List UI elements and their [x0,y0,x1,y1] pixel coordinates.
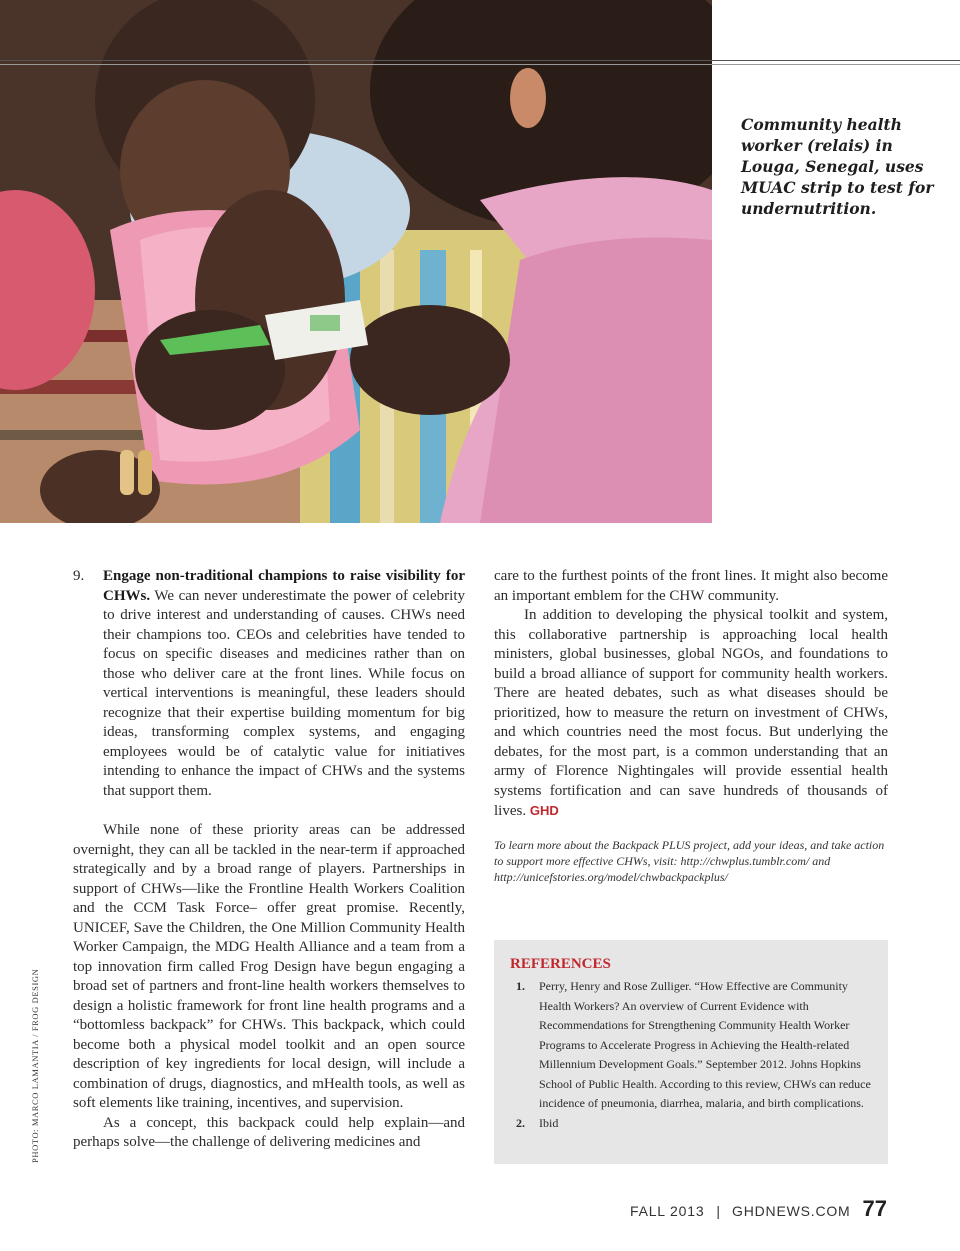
references-title: REFERENCES [510,956,611,972]
photo-credit: PHOTO: MARCO LAMANTIA / FROG DESIGN [30,968,40,1163]
reference-number: 1. [516,979,525,993]
reference-text: Ibid [539,1115,559,1130]
ghd-end-mark: GHD [529,803,559,818]
references-box [494,940,888,1164]
body-paragraph-3: care to the furthest points of the front lines. It might also become an important emblem for the CHW community. [494,568,888,604]
photo-illustration [0,0,712,523]
list-item-heading: Engage non-traditional champions to raise visibility for CHWs. [103,568,465,604]
list-item-9 [73,567,465,801]
page-footer [630,1196,887,1222]
reference-item [510,977,872,1114]
footer-separator: | [716,1203,721,1219]
right-column [494,567,888,822]
header-rule-secondary [0,64,960,65]
body-paragraph-4 [494,606,888,822]
reference-text: Perry, Henry and Rose Zulliger. “How Effective are Community Health Workers? An overview of Current Evidence with Recommendations for Strengthening Community Health Worker Programs to Accelerate Progress in Achieving the Health-related Millennium Development Goals.” September 2012. Johns Hopkins School of Public Health. According to this review, CHWs can reduce incidence of pneumonia, diarrhea, malaria, and birth complications. [539,979,871,1110]
reference-number: 2. [516,1115,525,1130]
header-rule [0,60,960,61]
page-number: 77 [862,1196,887,1221]
body-paragraph-2: As a concept, this backpack could help explain—and perhaps solve—the challenge of delivering medicines and [73,1114,465,1150]
reference-item [510,1114,872,1134]
footer-issue: FALL 2013 [630,1203,705,1219]
learn-more-note: To learn more about the Backpack PLUS project, add your ideas, and take action to support more effective CHWs, visit: http://chwplus.tumblr.com/ and http://unicefstories.org/model/chwbackpackplus/ [494,838,885,884]
cover-photo [0,0,712,523]
footer-site: GHDNEWS.COM [732,1203,851,1219]
body-paragraph-4-text: In addition to developing the physical toolkit and system, this collaborative partnership is approaching local health ministers, global businesses, global NGOs, and foundations to build a broad alliance of support for community health workers. There are heated debates, such as what diseases should be prioritized, how to measure the return on investment of CHWs, and which countries need the most focus. But underlying the debates, for the most part, is a common understanding that an army of Florence Nightingales will provide essential health systems fortification and can save hundreds of thousands of lives. [494,607,888,819]
left-column [73,567,465,1153]
photo-caption: Community health worker (relais) in Louga, Senegal, uses MUAC strip to test for undernutrition. [741,115,934,218]
list-item-body: We can never underestimate the power of celebrity to drive interest and understanding of causes. CHWs need their champions too. CEOs and celebrities have tended to focus on specific diseases and medicines rather than on those who deliver care at the front lines. While focus on vertical interventions is meaningful, these leaders should recognize that their expertise building momentum for big ideas, transforming complex systems, and engaging employees would be of catalytic value for initiatives intending to enhance the impact of CHWs and the systems that support them. [103,587,465,799]
list-item-number: 9. [73,568,85,584]
body-paragraph-1: While none of these priority areas can be addressed overnight, they can all be tackled in the near-term if approached strategically and by a broad range of players. Partnerships in support of CHWs—like the Frontline Health Workers Coalition and the CCM Task Force– offer great promise. Recently, UNICEF, Save the Children, the One Million Community Health Worker Campaign, the MDG Health Alliance and a team from a top innovation firm called Frog Design have begun engaging a broad set of partners and front-line health workers themselves to design a holistic framework for front line health programs and a “bottomless backpack” for CHWs. This backpack, which could become both a physical model toolkit and an open source description of key ingredients for local design, will include a combination of drugs, diagnostics, and mHealth tools, as well as soft elements like training, incentives, and supervision. [73,822,465,1111]
